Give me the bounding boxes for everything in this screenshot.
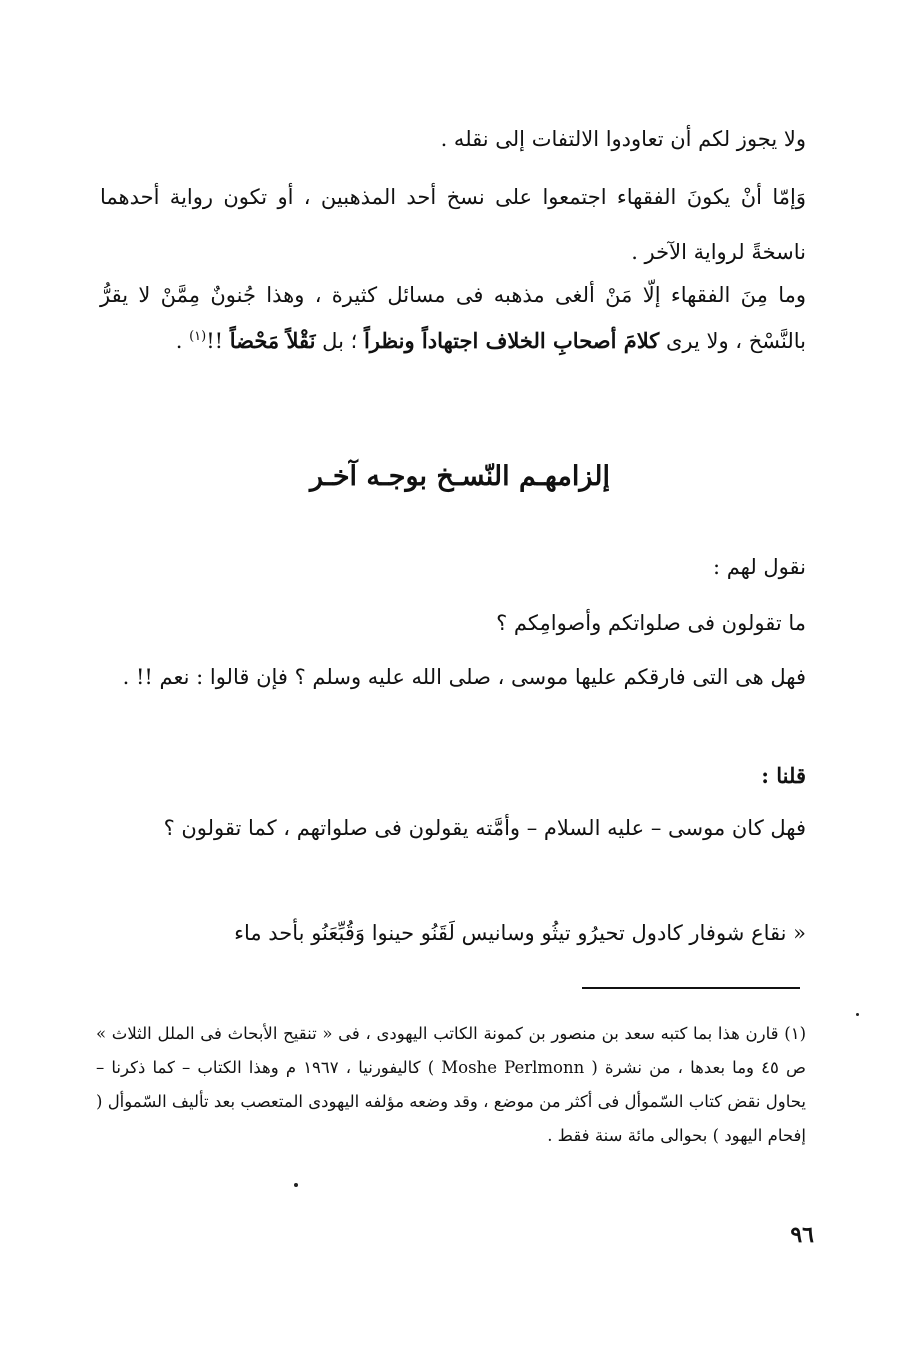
dialogue-line-4-text: قلنا : bbox=[761, 763, 806, 788]
paragraph-3-text-tail: . bbox=[175, 329, 190, 353]
dialogue-line-5 bbox=[100, 804, 806, 852]
dialogue-line-3-text: فهل هى التى فارقكم عليها موسى ، صلى الله عليه وسلم ؟ فإن قالوا : نعم !! . bbox=[122, 665, 806, 689]
scan-speck bbox=[856, 1013, 859, 1016]
footnote-reference: (١) bbox=[189, 329, 207, 344]
dialogue-line-3 bbox=[100, 652, 806, 702]
dialogue-line-1-text: نقول لهم : bbox=[712, 555, 806, 579]
footnote-latin-name: Moshe Perlmonn bbox=[441, 1058, 585, 1077]
paragraph-3 bbox=[100, 272, 806, 364]
footnote-text-a: (١) قارن هذا بما كتبه سعد بن منصور بن كمونة الكاتب اليهودى ، فى « تنقيح الأبحاث فى الملل الثلاث » ص ٤٥ وما بعدها ، من نشرة ( bbox=[96, 1024, 806, 1077]
dialogue-line-4 bbox=[100, 748, 806, 803]
scan-speck bbox=[294, 1183, 298, 1187]
dialogue-line-6-text: « نقاع شوفار كادول تحيرُو تيثُو وسانيس لَقَنُو حينوا وَقُبِّعَنُو بأحد ماء bbox=[234, 921, 806, 945]
paragraph-2-text: وَإمّا أنْ يكونَ الفقهاء اجتمعوا على نسخ أحد المذهبين ، أو تكون رواية أحدهما ناسخةً لرواية الآخر . bbox=[100, 185, 806, 264]
footnote-separator bbox=[582, 987, 800, 989]
paragraph-3-emphasis-2: نَقْلاً مَحْضاً bbox=[229, 328, 316, 353]
dialogue-line-5-text: فهل كان موسى – عليه السلام – وأمَّته يقولون فى صلواتهم ، كما تقولون ؟ bbox=[163, 816, 806, 840]
paragraph-3-emphasis-1: كلامَ أصحابِ الخلاف اجتهاداً ونظراً bbox=[363, 328, 660, 353]
paragraph-1 bbox=[100, 112, 806, 167]
section-heading: إلزامهـم النّسـخ بوجـه آخـر bbox=[310, 461, 610, 492]
dialogue-line-2 bbox=[100, 596, 806, 651]
dialogue-line-6 bbox=[100, 906, 806, 961]
paragraph-1-text: ولا يجوز لكم أن تعاودوا الالتفات إلى نقله . bbox=[440, 127, 806, 151]
paragraph-2 bbox=[100, 170, 806, 280]
dialogue-line-1 bbox=[100, 540, 806, 595]
paragraph-3-text-mid: ؛ بل bbox=[315, 329, 364, 353]
paragraph-3-text-start: وما مِنَ الفقهاء إلّا مَنْ ألغى مذهبه فى مسائل كثيرة ، وهذا جُنونٌ مِمَّنْ لا يقرُّ بالنَّسْخ ، ولا يرى bbox=[100, 283, 806, 353]
page-number: ٩٦ bbox=[790, 1222, 814, 1248]
paragraph-3-text-end: !! bbox=[206, 329, 230, 353]
dialogue-line-2-text: ما تقولون فى صلواتكم وأصوامِكم ؟ bbox=[496, 611, 806, 635]
footnote-text-b: ) كاليفورنيا ، ١٩٦٧ م وهذا الكتاب – كما ذكرنا – يحاول نقض كتاب السّموأل فى أكثر من موضع ، وقد وضعه مؤلفه اليهودى المتعصب بعد تأليف السّموأل ( إفحام اليهود ) بحوالى مائة سنة فقط . bbox=[96, 1058, 806, 1145]
footnote bbox=[96, 1017, 806, 1153]
